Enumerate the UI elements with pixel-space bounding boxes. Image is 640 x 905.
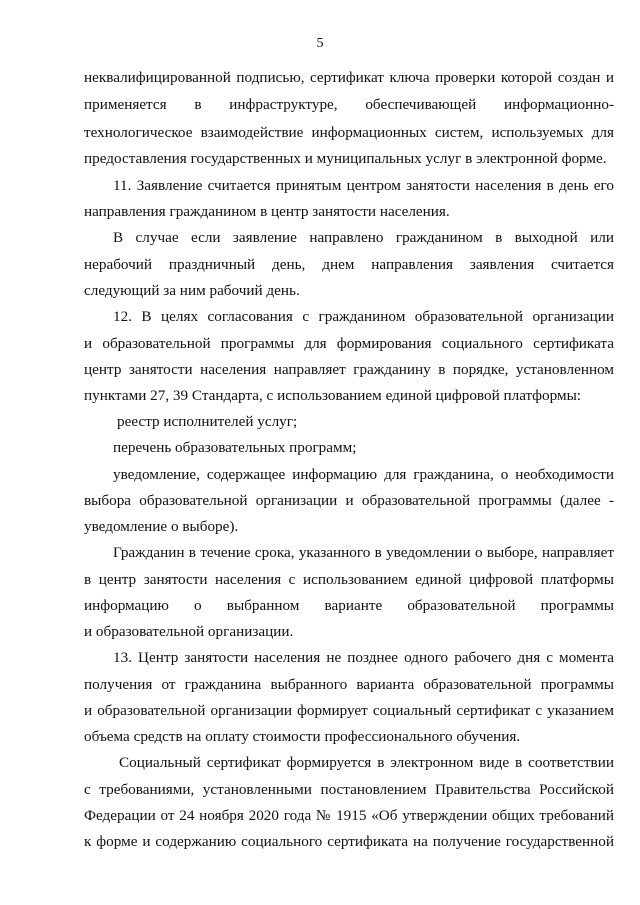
text-line: следующий за ним рабочий день. (84, 282, 300, 299)
text-line: выбора образовательной организации и образовательной программы (далее - (84, 492, 614, 509)
text-line: к форме и содержанию социального сертификата на получение государственной (84, 833, 614, 850)
text-line: 11. Заявление считается принятым центром занятости населения в день его (113, 177, 614, 194)
text-line: уведомление о выборе). (84, 518, 239, 535)
text-line: нерабочий праздничный день, днем направления заявления считается (84, 256, 614, 273)
text-line: 12. В целях согласования с гражданином образовательной организации (113, 308, 614, 325)
text-line: информацию о выбранном варианте образовательной программы (84, 597, 614, 614)
text-line: направления гражданином в центр занятости населения. (84, 203, 450, 220)
text-line: и образовательной организации. (84, 623, 294, 640)
text-line: уведомление, содержащее информацию для гражданина, о необходимости (113, 466, 614, 483)
text-line: неквалифицированной подписью, сертификат ключа проверки которой создан и (84, 69, 614, 86)
text-line: Социальный сертификат формируется в электронном виде в соответствии (119, 754, 614, 771)
text-line: с требованиями, установленными постановлением Правительства Российской (84, 781, 614, 798)
text-line: В случае если заявление направлено гражданином в выходной или (113, 229, 614, 246)
text-line: применяется в инфраструктуре, обеспечивающей информационно- (84, 96, 614, 113)
text-line: реестр исполнителей услуг; (117, 413, 298, 430)
text-line: и образовательной организации формирует социальный сертификат с указанием (84, 702, 614, 719)
text-line: технологическое взаимодействие информационных систем, используемых для (84, 124, 614, 141)
text-line: получения от гражданина выбранного варианта образовательной программы (84, 676, 614, 693)
text-line: Федерации от 24 ноября 2020 года № 1915 «Об утверждении общих требований (84, 807, 614, 824)
text-line: перечень образовательных программ; (113, 439, 357, 456)
text-line: пунктами 27, 39 Стандарта, с использованием единой цифровой платформы: (84, 387, 582, 404)
text-line: Гражданин в течение срока, указанного в уведомлении о выборе, направляет (113, 544, 614, 561)
text-line: в центр занятости населения с использованием единой цифровой платформы (84, 571, 614, 588)
text-line: и образовательной программы для формирования социального сертификата (84, 335, 614, 352)
text-line: предоставления государственных и муниципальных услуг в электронной форме. (84, 150, 607, 167)
page-number: 5 (316, 36, 324, 51)
text-line: объема средств на оплату стоимости профессионального обучения. (84, 728, 521, 745)
text-line: 13. Центр занятости населения не позднее одного рабочего дня с момента (113, 649, 614, 666)
text-line: центр занятости населения направляет гражданину в порядке, установленном (84, 361, 614, 378)
